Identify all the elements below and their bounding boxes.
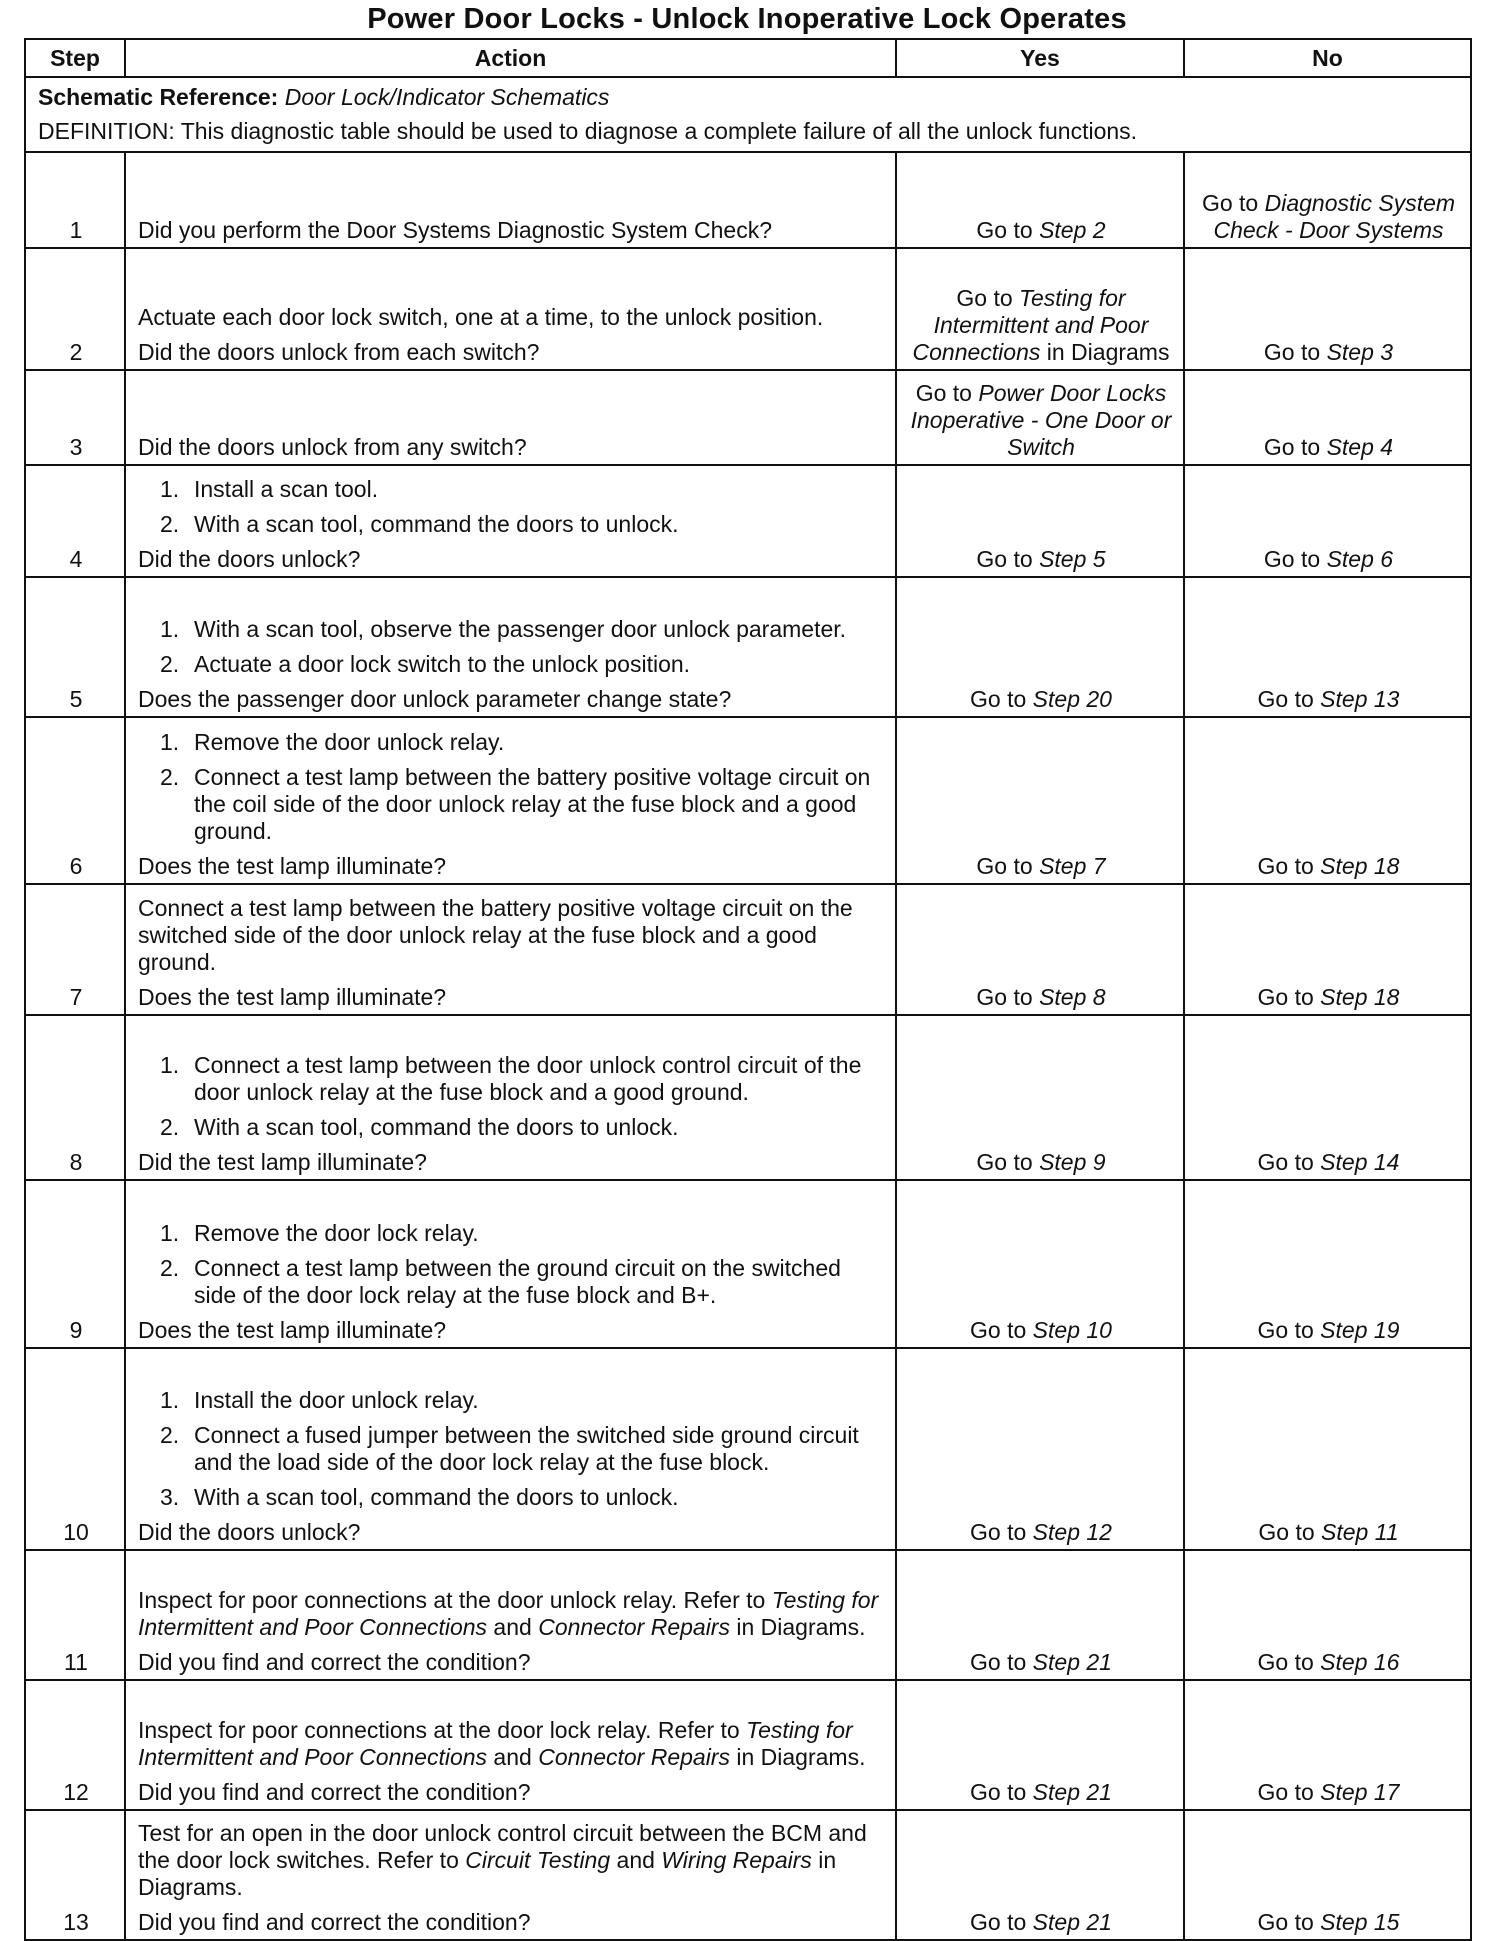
text-run: With a scan tool, command the doors to unlock. [194,511,679,537]
text-run: Did the doors unlock from each switch? [138,339,540,365]
list-item-number: 2. [160,511,180,537]
page-title: Power Door Locks - Unlock Inoperative Lock Operates [367,3,1127,35]
list-item-number: 1. [160,476,180,502]
action-text [138,895,885,976]
step-number: 10 [25,1348,125,1550]
action-list-item [160,1255,885,1309]
text-run: Connect a test lamp between the ground circuit on the switched side of the door lock relay at the fuse block and B+. [194,1255,841,1308]
italic-reference: Step 9 [1039,1149,1106,1175]
step-number: 8 [25,1015,125,1180]
italic-reference: Step 18 [1320,853,1400,879]
yes-result [896,248,1184,370]
text-run: Go to [1257,1909,1321,1935]
list-item-text [194,1220,885,1247]
diagnostic-table [24,38,1472,1941]
table-row [25,577,1471,717]
text-run: Go to [976,1149,1040,1175]
column-header-yes: Yes [896,39,1184,77]
text-run: Actuate each door lock switch, one at a time, to the unlock position. [138,304,824,330]
action-question [138,686,885,713]
table-header-row [25,39,1471,77]
list-item-number: 1. [160,1387,180,1413]
action-text [138,217,885,244]
yes-result [896,717,1184,884]
step-number: 7 [25,884,125,1015]
italic-reference: Step 2 [1039,217,1106,243]
text-run: Remove the door lock relay. [194,1220,479,1246]
action-list-item [160,1114,885,1141]
action-list-item [160,476,885,503]
yes-result [896,152,1184,248]
italic-reference: Step 10 [1032,1317,1112,1343]
action-text [138,434,885,461]
action-list-item [160,729,885,756]
no-result [1184,1348,1471,1550]
yes-result [896,465,1184,577]
no-result [1184,370,1471,465]
table-row [25,1348,1471,1550]
step-number: 11 [25,1550,125,1680]
italic-reference: Step 11 [1321,1519,1399,1545]
action-question [138,546,885,573]
text-run: Go to [1263,434,1327,460]
no-result [1184,1015,1471,1180]
italic-reference: Step 21 [1032,1909,1112,1935]
action-cell [125,152,896,248]
text-run: Did the test lamp illuminate? [138,1149,427,1175]
action-cell [125,717,896,884]
no-result [1184,1680,1471,1810]
action-list-item [160,1422,885,1476]
action-cell [125,577,896,717]
yes-result [896,1180,1184,1348]
text-run: Go to [1258,1519,1322,1545]
info-row [25,77,1471,152]
text-run: With a scan tool, command the doors to unlock. [194,1114,679,1140]
action-cell [125,1180,896,1348]
text-run: Does the passenger door unlock parameter change state? [138,686,732,712]
no-result [1184,248,1471,370]
step-number: 13 [25,1810,125,1940]
step-number: 6 [25,717,125,884]
list-item-text [194,729,885,756]
list-item-text [194,1387,885,1414]
italic-reference: Step 17 [1320,1779,1400,1805]
text-run: Remove the door unlock relay. [194,729,505,755]
table-row [25,1550,1471,1680]
italic-reference: Testing for Intermittent and Poor Connections [912,285,1149,365]
italic-reference: Step 18 [1320,984,1400,1010]
list-item-number: 2. [160,651,180,677]
definition-text: DEFINITION: This diagnostic table should be used to diagnose a complete failure of all the unlock functions. [38,118,1138,144]
italic-reference: Step 15 [1320,1909,1400,1935]
italic-reference: Step 7 [1039,853,1106,879]
no-result [1184,1550,1471,1680]
schematic-reference-value: Door Lock/Indicator Schematics [278,84,610,110]
list-item-text [194,511,885,538]
text-run: and [487,1614,539,1640]
text-run: and [610,1847,662,1873]
italic-reference: Step 20 [1032,686,1112,712]
action-list-item [160,616,885,643]
yes-result [896,370,1184,465]
text-run: Go to [976,217,1040,243]
text-run: Go to [1257,984,1321,1010]
italic-reference: Connector Repairs [538,1744,730,1770]
text-run: Go to [1263,339,1327,365]
text-run: Does the test lamp illuminate? [138,1317,447,1343]
action-cell [125,1810,896,1940]
text-run: and [487,1744,539,1770]
list-item-text [194,616,885,643]
step-number: 2 [25,248,125,370]
action-list-item [160,764,885,845]
step-number: 1 [25,152,125,248]
list-item-number: 1. [160,729,180,755]
schematic-reference [38,80,1460,114]
text-run: Go to [956,285,1020,311]
italic-reference: Step 8 [1039,984,1106,1010]
list-item-text [194,1052,885,1106]
text-run: Go to [1257,1779,1321,1805]
text-run: Go to [970,1649,1033,1675]
text-run: Did you perform the Door Systems Diagnostic System Check? [138,217,773,243]
action-question [138,1909,885,1936]
italic-reference: Wiring Repairs [661,1847,812,1873]
column-header-no: No [1184,39,1471,77]
text-run: Install the door unlock relay. [194,1387,479,1413]
list-item-number: 2. [160,1255,180,1281]
action-text [138,304,885,331]
step-number: 3 [25,370,125,465]
no-result [1184,152,1471,248]
action-text [138,1587,885,1641]
action-cell [125,884,896,1015]
text-run: Go to [1257,1649,1321,1675]
text-run: Connect a test lamp between the battery positive voltage circuit on the coil side of the door unlock relay at the fuse block and a good ground. [194,764,871,844]
action-list-item [160,1484,885,1511]
text-run: Go to [1201,190,1265,216]
italic-reference: Step 4 [1326,434,1394,460]
yes-result [896,884,1184,1015]
text-run: Inspect for poor connections at the door lock relay. Refer to [138,1717,747,1743]
action-cell [125,1015,896,1180]
document-page [24,0,1470,1941]
action-question [138,339,885,366]
list-item-text [194,1484,885,1511]
text-run: Connect a test lamp between the battery positive voltage circuit on the switched side of the door unlock relay at the fuse block and a good ground. [138,895,853,975]
italic-reference: Step 21 [1032,1779,1112,1805]
action-cell [125,465,896,577]
info-cell [25,77,1471,152]
yes-result [896,1015,1184,1180]
list-item-text [194,1255,885,1309]
text-run: Go to [1257,686,1321,712]
table-row [25,1680,1471,1810]
action-text [138,1717,885,1771]
table-row [25,1180,1471,1348]
text-run: Go to [1257,1149,1321,1175]
action-cell [125,1550,896,1680]
text-run: in Diagrams. [138,1847,837,1900]
action-question [138,1149,885,1176]
yes-result [896,1348,1184,1550]
italic-reference: Step 13 [1320,686,1400,712]
text-run: Connect a test lamp between the door unlock control circuit of the door unlock relay at the fuse block and a good ground. [194,1052,862,1105]
step-number: 5 [25,577,125,717]
table-row [25,1015,1471,1180]
text-run: Install a scan tool. [194,476,379,502]
italic-reference: Step 19 [1320,1317,1400,1343]
italic-reference: Connector Repairs [538,1614,730,1640]
text-run: Go to [976,853,1040,879]
action-question [138,1317,885,1344]
action-list-item [160,1052,885,1106]
text-run: Go to [976,984,1040,1010]
text-run: Go to [1257,853,1321,879]
italic-reference: Step 5 [1039,546,1106,572]
no-result [1184,1180,1471,1348]
text-run: Does the test lamp illuminate? [138,853,447,879]
text-run: Go to [976,546,1040,572]
table-row [25,717,1471,884]
italic-reference: Step 3 [1326,339,1394,365]
text-run: Go to [970,1779,1033,1805]
italic-reference: Testing for Intermittent and Poor Connections [138,1587,879,1640]
italic-reference: Circuit Testing [465,1847,611,1873]
text-run: in Diagrams [1040,339,1170,365]
column-header-step: Step [25,39,125,77]
italic-reference: Step 16 [1320,1649,1400,1675]
italic-reference: Step 6 [1326,546,1394,572]
action-text [138,1820,885,1901]
list-item-number: 1. [160,1220,180,1246]
action-question [138,1649,885,1676]
text-run: With a scan tool, observe the passenger door unlock parameter. [194,616,847,642]
list-item-text [194,1114,885,1141]
italic-reference: Power Door Locks Inoperative - One Door or Switch [910,380,1172,460]
text-run: Go to [1257,1317,1321,1343]
text-run: Did you find and correct the condition? [138,1649,531,1675]
italic-reference: Diagnostic System Check - Door Systems [1213,190,1456,243]
action-list-item [160,1220,885,1247]
action-list-item [160,1387,885,1414]
action-question [138,853,885,880]
italic-reference: Step 21 [1032,1649,1112,1675]
table-row [25,1810,1471,1940]
text-run: Connect a fused jumper between the switched side ground circuit and the load side of the door lock relay at the fuse block. [194,1422,859,1475]
step-number: 12 [25,1680,125,1810]
text-run: Did you find and correct the condition? [138,1909,531,1935]
text-run: Go to [970,1519,1033,1545]
column-header-action: Action [125,39,896,77]
list-item-number: 2. [160,1114,180,1140]
no-result [1184,884,1471,1015]
text-run: Did you find and correct the condition? [138,1779,531,1805]
text-run: Actuate a door lock switch to the unlock position. [194,651,691,677]
action-cell [125,1348,896,1550]
text-run: Go to [1263,546,1327,572]
list-item-number: 3. [160,1484,180,1510]
action-cell [125,1680,896,1810]
text-run: Go to [970,1317,1033,1343]
no-result [1184,465,1471,577]
table-row [25,248,1471,370]
list-item-text [194,1422,885,1476]
table-row [25,884,1471,1015]
text-run: Did the doors unlock? [138,1519,361,1545]
text-run: Go to [970,686,1033,712]
table-body [25,77,1471,1940]
list-item-number: 2. [160,764,180,790]
action-question [138,1519,885,1546]
table-row [25,152,1471,248]
list-item-text [194,651,885,678]
text-run: Inspect for poor connections at the door unlock relay. Refer to [138,1587,772,1613]
yes-result [896,1680,1184,1810]
italic-reference: Step 14 [1320,1149,1400,1175]
no-result [1184,1810,1471,1940]
text-run: Did the doors unlock from any switch? [138,434,527,460]
text-run: Test for an open in the door unlock control circuit between the BCM and the door lock switches. Refer to [138,1820,867,1873]
yes-result [896,1550,1184,1680]
italic-reference: Testing for Intermittent and Poor Connections [138,1717,853,1770]
text-run: With a scan tool, command the doors to unlock. [194,1484,679,1510]
text-run: Go to [970,1909,1033,1935]
text-run: Did the doors unlock? [138,546,361,572]
yes-result [896,577,1184,717]
list-item-text [194,476,885,503]
table-row [25,465,1471,577]
step-number: 4 [25,465,125,577]
action-cell [125,248,896,370]
text-run: Go to [915,380,979,406]
list-item-number: 1. [160,1052,180,1078]
action-list-item [160,651,885,678]
yes-result [896,1810,1184,1940]
action-question [138,1779,885,1806]
list-item-number: 1. [160,616,180,642]
text-run: Does the test lamp illuminate? [138,984,447,1010]
table-row [25,370,1471,465]
text-run: in Diagrams. [729,1744,866,1770]
step-number: 9 [25,1180,125,1348]
text-run: in Diagrams. [729,1614,866,1640]
no-result [1184,717,1471,884]
schematic-reference-label: Schematic Reference: [38,84,279,110]
italic-reference: Step 12 [1032,1519,1112,1545]
list-item-text [194,764,885,845]
list-item-number: 2. [160,1422,180,1448]
action-list-item [160,511,885,538]
action-cell [125,370,896,465]
action-question [138,984,885,1011]
no-result [1184,577,1471,717]
